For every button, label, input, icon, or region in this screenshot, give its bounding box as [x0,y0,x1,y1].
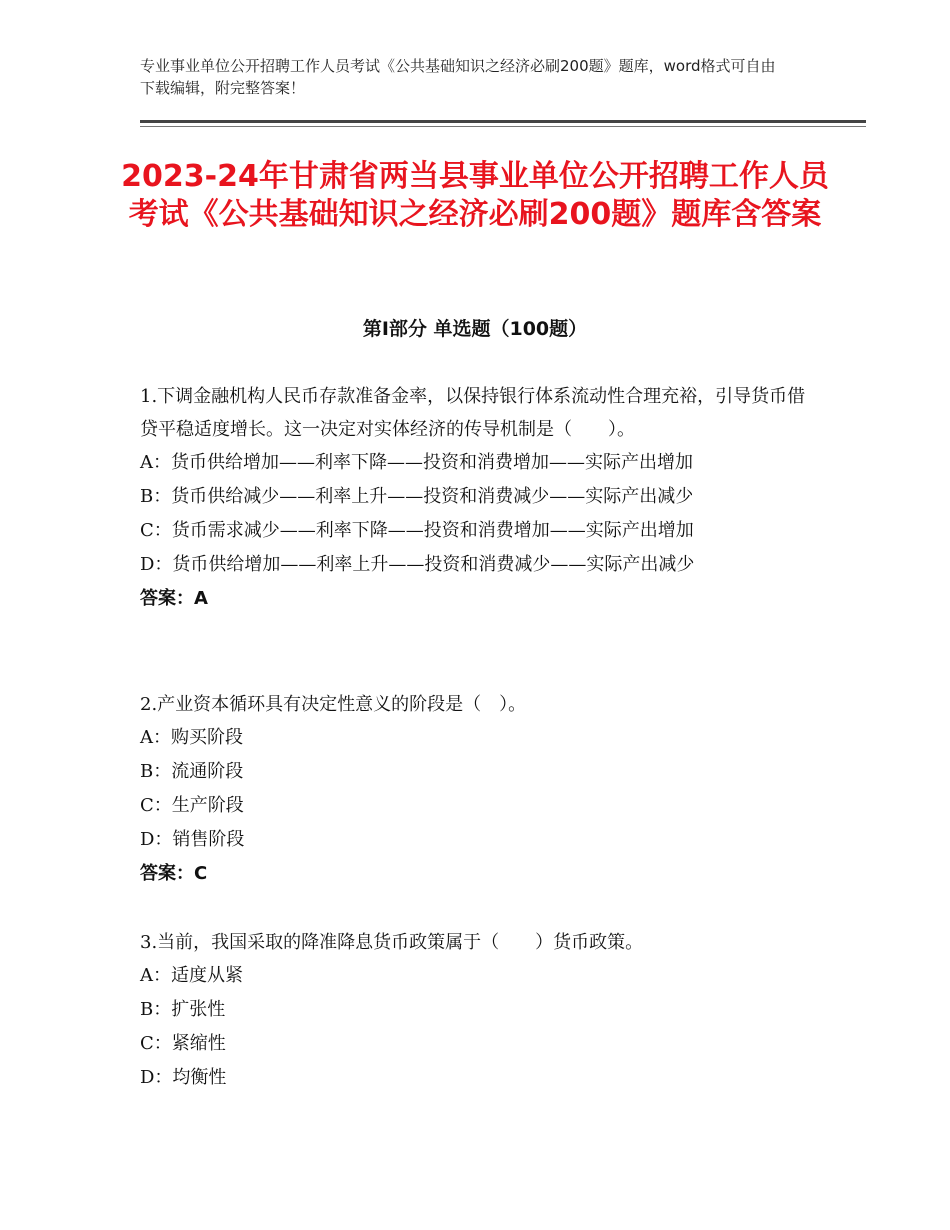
question-1 [140,380,810,616]
question-2 [140,688,810,891]
option-c: C：货币需求减少——利率下降——投资和消费增加——实际产出增加 [140,520,694,541]
answer-label: 答案：A [140,588,208,609]
option-a: A：货币供给增加——利率下降——投资和消费增加——实际产出增加 [140,452,693,473]
header-divider-thin [140,126,866,127]
option-b: B：扩张性 [140,999,226,1020]
option-b: B：流通阶段 [140,761,244,782]
header-divider-thick [140,120,866,123]
header-note: 专业事业单位公开招聘工作人员考试《公共基础知识之经济必刷200题》题库，word格式可自由下载编辑，附完整答案！ [140,57,776,97]
section-heading: 第I部分 单选题（100题） [362,318,588,340]
answer-label: 答案：C [140,863,208,884]
option-d: D：销售阶段 [140,829,245,850]
document-title: 2023-24年甘肃省两当县事业单位公开招聘工作人员考试《公共基础知识之经济必刷200题》题库含答案 [121,159,829,232]
question-stem: 3.当前，我国采取的降准降息货币政策属于（ ）货币政策。 [140,932,644,953]
option-d: D：均衡性 [140,1067,227,1088]
option-c: C：紧缩性 [140,1033,226,1054]
question-stem: 2.产业资本循环具有决定性意义的阶段是（ ）。 [140,694,527,715]
option-d: D：货币供给增加——利率上升——投资和消费减少——实际产出减少 [140,554,695,575]
option-a: A：适度从紧 [140,965,243,986]
option-a: A：购买阶段 [140,727,243,748]
question-3 [140,926,810,1095]
question-stem: 1.下调金融机构人民币存款准备金率，以保持银行体系流动性合理充裕，引导货币借贷平稳适度增长。这一决定对实体经济的传导机制是（ ）。 [140,386,806,440]
option-c: C：生产阶段 [140,795,244,816]
option-b: B：货币供给减少——利率上升——投资和消费减少——实际产出减少 [140,486,694,507]
